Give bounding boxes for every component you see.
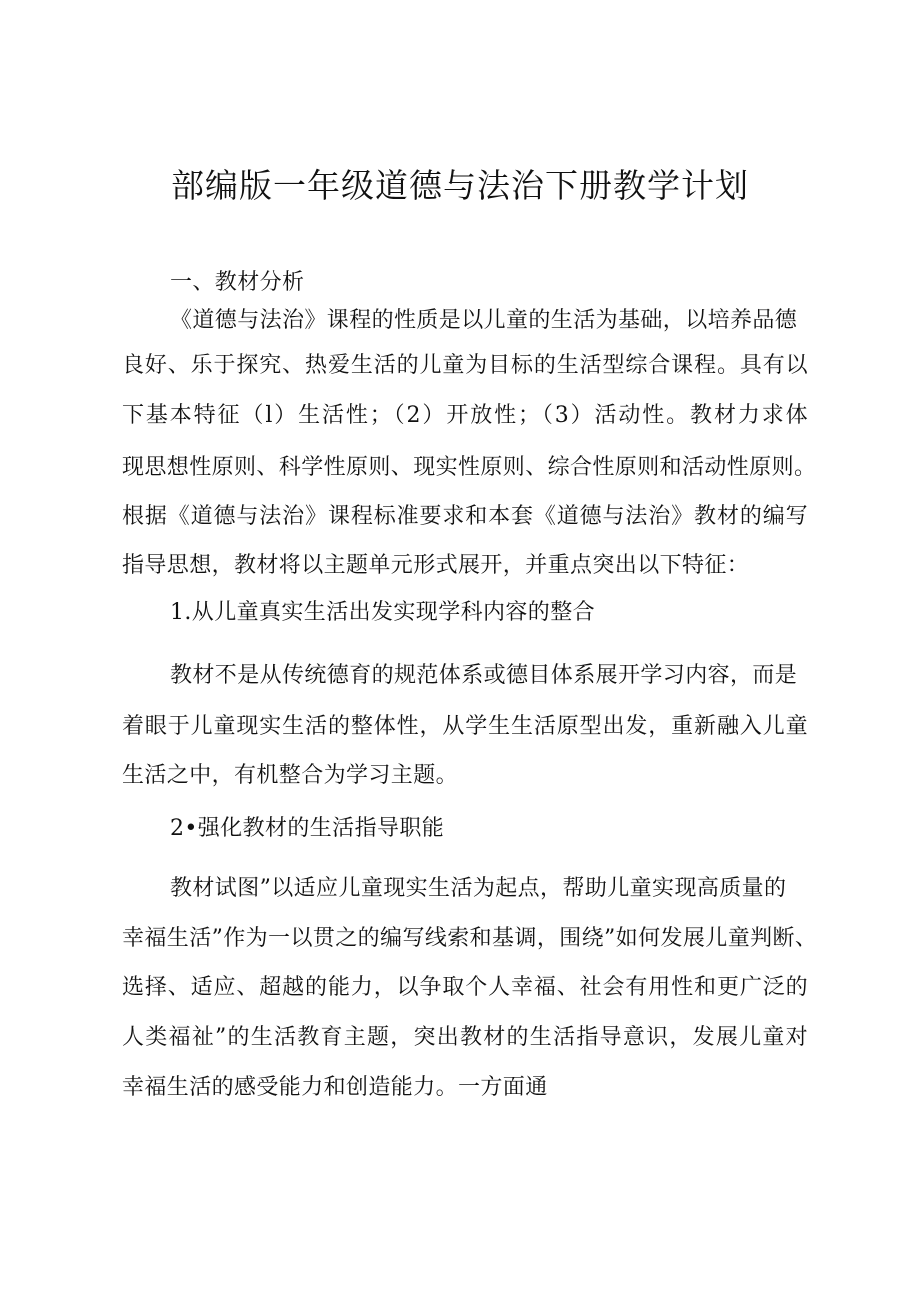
paragraph-line: 着眼于儿童现实生活的整体性，从学生生活原型出发，重新融入儿童: [122, 714, 808, 739]
paragraph-line: 下基本特征（l）生活性；（2）开放性；（3）活动性。教材力求体: [122, 403, 808, 428]
paragraph-line: 《道德与法治》课程的性质是以儿童的生活为基础，以培养品德: [170, 308, 798, 333]
paragraph-line: 良好、乐于探究、热爱生活的儿童为目标的生活型综合课程。具有以: [122, 353, 808, 378]
paragraph-line: 幸福生活”作为一以贯之的编写线索和基调，围绕”如何发展儿童判断、: [122, 926, 818, 951]
paragraph-line: 教材不是从传统德育的规范体系或德目体系展开学习内容，而是: [170, 663, 798, 688]
paragraph-line: 人类福祉”的生活教育主题，突出教材的生活指导意识，发展儿童对: [122, 1025, 808, 1050]
point-1-heading: 1.从儿童真实生活出发实现学科内容的整合: [170, 600, 595, 625]
paragraph-line: 幸福生活的感受能力和创造能力。一方面通: [122, 1075, 548, 1100]
paragraph-line: 选择、适应、超越的能力，以争取个人幸福、社会有用性和更广泛的: [122, 975, 808, 1000]
paragraph-line: 根据《道德与法治》课程标准要求和本套《道德与法治》教材的编写: [122, 504, 808, 529]
point-2-heading: 2•强化教材的生活指导职能: [170, 816, 445, 841]
paragraph-line: 现思想性原则、科学性原则、现实性原则、综合性原则和活动性原则。: [122, 455, 817, 480]
paragraph-line: 教材试图”以适应儿童现实生活为起点，帮助儿童实现高质量的: [170, 876, 787, 901]
section-heading: 一、教材分析: [170, 270, 305, 295]
paragraph-line: 指导思想，教材将以主题单元形式展开，并重点突出以下特征：: [122, 553, 750, 578]
paragraph-line: 生活之中，有机整合为学习主题。: [122, 763, 459, 788]
document-title: 部编版一年级道德与法治下册教学计划: [171, 166, 749, 205]
